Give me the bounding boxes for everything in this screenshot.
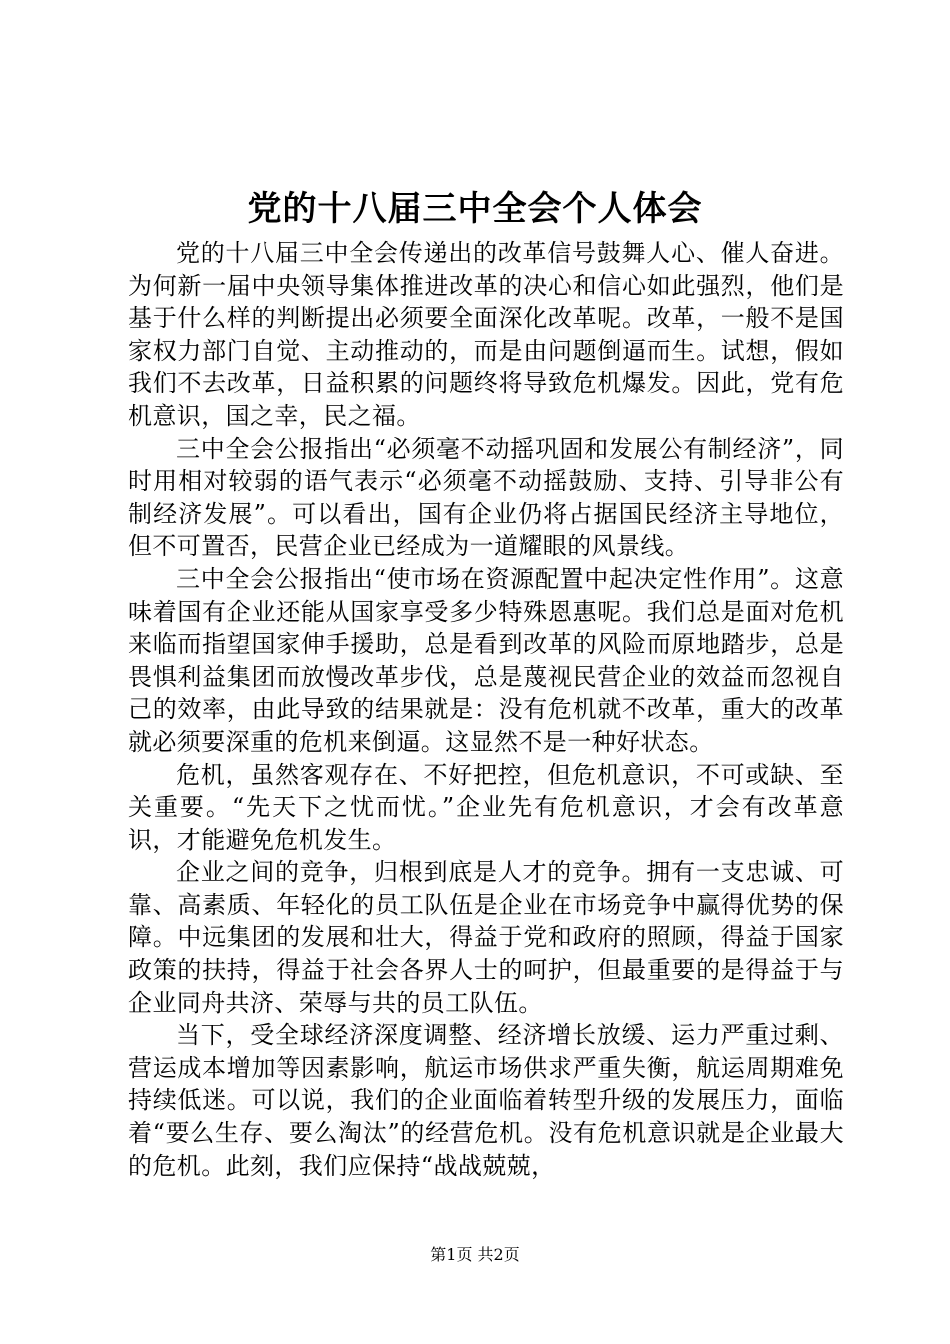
paragraph-1: 党的十八届三中全会传递出的改革信号鼓舞人心、催人奋进。为何新一届中央领导集体推进改革的决心和信心如此强烈，他们是基于什么样的判断提出必须要全面深化改革呢。改革，一般不是国家权力部门自觉、主动推动的，而是由问题倒逼而生。试想，假如我们不去改革，日益积累的问题终将导致危机爆发。因此，党有危机意识，国之幸，民之福。: [128, 239, 844, 430]
page-number-footer: 第1页 共2页: [430, 1245, 520, 1264]
paragraph-3: 三中全会公报指出“使市场在资源配置中起决定性作用”。这意味着国有企业还能从国家享受多少特殊恩惠呢。我们总是面对危机来临而指望国家伸手援助，总是看到改革的风险而原地踏步，总是畏惧利益集团而放慢改革步伐，总是蔑视民营企业的效益而忽视自己的效率，由此导致的结果就是：没有危机就不改革，重大的改革就必须要深重的危机来倒逼。这显然不是一种好状态。: [128, 564, 844, 756]
paragraph-2: 三中全会公报指出“必须毫不动摇巩固和发展公有制经济”，同时用相对较弱的语气表示“必须毫不动摇鼓励、支持、引导非公有制经济发展”。可以看出，国有企业仍将占据国民经济主导地位，但不可置否，民营企业已经成为一道耀眼的风景线。: [128, 434, 844, 561]
paragraph-4: 危机，虽然客观存在、不好把控，但危机意识，不可或缺、至关重要。“先天下之忧而忧。”企业先有危机意识，才会有改革意识，才能避免危机发生。: [128, 760, 844, 854]
document-body: [128, 237, 844, 1182]
paragraph-5: 企业之间的竞争，归根到底是人才的竞争。拥有一支忠诚、可靠、高素质、年轻化的员工队伍是企业在市场竞争中赢得优势的保障。中远集团的发展和壮大，得益于党和政府的照顾，得益于国家政策的扶持，得益于社会各界人士的呵护，但最重要的是得益于与企业同舟共济、荣辱与共的员工队伍。: [128, 858, 844, 1017]
paragraph-6: 当下，受全球经济深度调整、经济增长放缓、运力严重过剩、营运成本增加等因素影响，航运市场供求严重失衡，航运周期难免持续低迷。可以说，我们的企业面临着转型升级的发展压力，面临着“要么生存、要么淘汰”的经营危机。没有危机意识就是企业最大的危机。此刻，我们应保持“战战兢兢，: [128, 1021, 844, 1180]
document-title: 党的十八届三中全会个人体会: [247, 189, 703, 229]
